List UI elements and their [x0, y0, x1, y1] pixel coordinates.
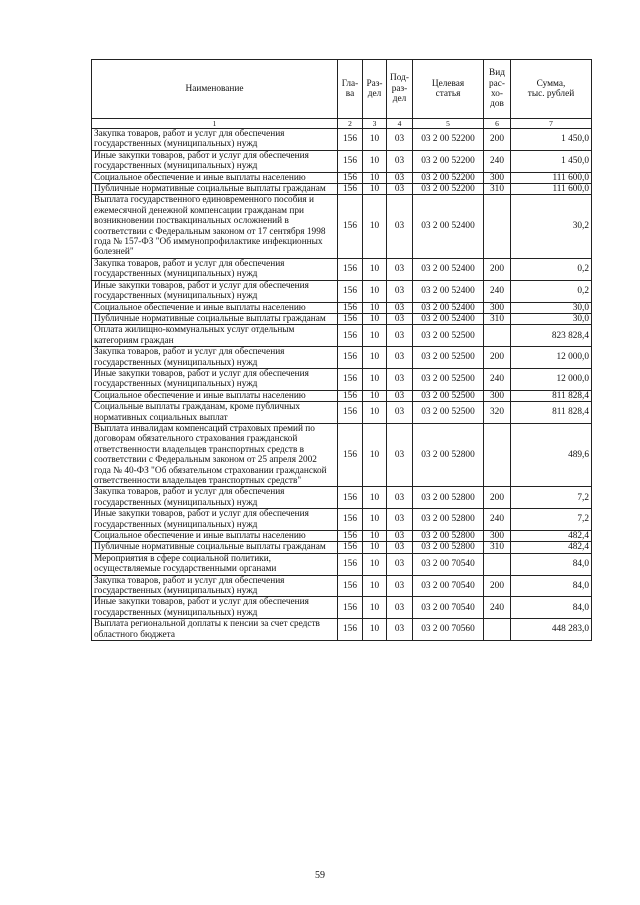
cell-vid: 200: [484, 129, 511, 151]
cell-sum: 30,2: [511, 195, 592, 258]
header-glava: [338, 60, 363, 119]
cell-name: Социальное обеспечение и иные выплаты населению: [92, 390, 338, 401]
cell-glava: 156: [338, 619, 363, 641]
cell-vid: [484, 423, 511, 486]
cell-podrazdel: 03: [387, 347, 413, 369]
cell-target: 03 2 00 70540: [413, 575, 484, 597]
table-body: [92, 129, 592, 641]
cell-name: Иные закупки товаров, работ и услуг для обеспечения государственных (муниципальных) нужд: [92, 597, 338, 619]
table-row: [92, 184, 592, 195]
table-row: [92, 597, 592, 619]
cell-vid: 240: [484, 509, 511, 531]
cell-target: 03 2 00 52400: [413, 195, 484, 258]
cell-target: 03 2 00 52500: [413, 368, 484, 390]
cell-podrazdel: 03: [387, 172, 413, 183]
cell-podrazdel: 03: [387, 531, 413, 542]
table-row: [92, 487, 592, 509]
cell-sum: 1 450,0: [511, 150, 592, 172]
cell-name: Закупка товаров, работ и услуг для обеспечения государственных (муниципальных) нужд: [92, 129, 338, 151]
cell-razdel: 10: [363, 619, 387, 641]
cell-podrazdel: 03: [387, 150, 413, 172]
cell-podrazdel: 03: [387, 368, 413, 390]
header-vid: [484, 60, 511, 119]
cell-podrazdel: 03: [387, 542, 413, 553]
cell-podrazdel: 03: [387, 184, 413, 195]
cell-razdel: 10: [363, 487, 387, 509]
cell-glava: 156: [338, 597, 363, 619]
cell-glava: 156: [338, 313, 363, 324]
cell-razdel: 10: [363, 575, 387, 597]
table-row: [92, 390, 592, 401]
cell-sum: 12 000,0: [511, 347, 592, 369]
header-sum-text: Сумма, тыс. рублей: [527, 78, 575, 99]
cell-name: Выплата региональной доплаты к пенсии за счет средств областного бюджета: [92, 619, 338, 641]
cell-sum: 482,4: [511, 542, 592, 553]
cell-razdel: 10: [363, 509, 387, 531]
cell-target: 03 2 00 70560: [413, 619, 484, 641]
cell-vid: 200: [484, 487, 511, 509]
cell-sum: 811 828,4: [511, 390, 592, 401]
cell-podrazdel: 03: [387, 509, 413, 531]
cell-vid: 310: [484, 542, 511, 553]
cell-glava: 156: [338, 150, 363, 172]
cell-podrazdel: 03: [387, 258, 413, 280]
cell-sum: 111 600,0: [511, 172, 592, 183]
table-row: [92, 575, 592, 597]
header-target-text: Целевая статья: [431, 78, 465, 99]
table-row: [92, 368, 592, 390]
cell-podrazdel: 03: [387, 402, 413, 424]
header-glava-text: Гла- ва: [341, 78, 359, 99]
cell-vid: 200: [484, 575, 511, 597]
cell-razdel: 10: [363, 195, 387, 258]
cell-name: Публичные нормативные социальные выплаты гражданам: [92, 184, 338, 195]
cell-name: Иные закупки товаров, работ и услуг для обеспечения государственных (муниципальных) нужд: [92, 509, 338, 531]
cell-razdel: 10: [363, 531, 387, 542]
cell-razdel: 10: [363, 423, 387, 486]
cell-podrazdel: 03: [387, 619, 413, 641]
cell-vid: 310: [484, 184, 511, 195]
cell-glava: 156: [338, 553, 363, 575]
cell-target: 03 2 00 52200: [413, 172, 484, 183]
cell-podrazdel: 03: [387, 423, 413, 486]
cell-target: 03 2 00 52800: [413, 542, 484, 553]
header-sum: [511, 60, 592, 119]
header-podrazdel: [387, 60, 413, 119]
cell-podrazdel: 03: [387, 487, 413, 509]
cell-sum: 7,2: [511, 487, 592, 509]
cell-sum: 0,2: [511, 280, 592, 302]
cell-name: Выплата государственного единовременного пособия и ежемесячной денежной компенсации гражданам при возникновении поствакцинальных осложнений в соответствии с Федеральным законом от 17 сентября 1998 года № 157-ФЗ "Об иммунопрофилактике инфекционных болезней": [92, 195, 338, 258]
cell-glava: 156: [338, 423, 363, 486]
cell-sum: 30,0: [511, 302, 592, 313]
cell-glava: 156: [338, 402, 363, 424]
cell-vid: 200: [484, 347, 511, 369]
table-row: [92, 150, 592, 172]
cell-name: Выплата инвалидам компенсаций страховых премий по договорам обязательного страхования гражданской ответственности владельцев транспортных средств в соответствии с Федеральным законом от 25 апреля 2002 года № 40-ФЗ "Об обязательном страховании гражданской ответственности владельцев транспортных средств": [92, 423, 338, 486]
cell-glava: 156: [338, 390, 363, 401]
cell-razdel: 10: [363, 313, 387, 324]
cell-glava: 156: [338, 325, 363, 347]
cell-podrazdel: 03: [387, 280, 413, 302]
table-row: [92, 531, 592, 542]
cell-target: 03 2 00 52800: [413, 509, 484, 531]
table-row: [92, 542, 592, 553]
cell-glava: 156: [338, 531, 363, 542]
column-number: 2: [338, 119, 363, 129]
cell-name: Социальное обеспечение и иные выплаты населению: [92, 172, 338, 183]
cell-vid: 310: [484, 313, 511, 324]
cell-vid: 200: [484, 258, 511, 280]
cell-glava: 156: [338, 184, 363, 195]
cell-glava: 156: [338, 280, 363, 302]
header-razdel-text: Раз- дел: [366, 78, 383, 99]
cell-sum: 84,0: [511, 553, 592, 575]
cell-vid: [484, 619, 511, 641]
cell-vid: [484, 195, 511, 258]
cell-sum: 1 450,0: [511, 129, 592, 151]
column-number: 3: [363, 119, 387, 129]
table-row: [92, 258, 592, 280]
cell-sum: 482,4: [511, 531, 592, 542]
cell-razdel: 10: [363, 368, 387, 390]
cell-name: Закупка товаров, работ и услуг для обеспечения государственных (муниципальных) нужд: [92, 487, 338, 509]
cell-target: 03 2 00 52800: [413, 487, 484, 509]
cell-name: Закупка товаров, работ и услуг для обеспечения государственных (муниципальных) нужд: [92, 347, 338, 369]
cell-name: Социальные выплаты гражданам, кроме публичных нормативных социальных выплат: [92, 402, 338, 424]
cell-podrazdel: 03: [387, 313, 413, 324]
header-razdel: [363, 60, 387, 119]
cell-target: 03 2 00 52500: [413, 402, 484, 424]
table-row: [92, 280, 592, 302]
cell-target: 03 2 00 70540: [413, 553, 484, 575]
cell-name: Социальное обеспечение и иные выплаты населению: [92, 302, 338, 313]
cell-target: 03 2 00 52400: [413, 280, 484, 302]
cell-name: Социальное обеспечение и иные выплаты населению: [92, 531, 338, 542]
table-row: [92, 619, 592, 641]
cell-vid: 300: [484, 531, 511, 542]
cell-sum: 7,2: [511, 509, 592, 531]
cell-razdel: 10: [363, 402, 387, 424]
cell-razdel: 10: [363, 129, 387, 151]
cell-name: Публичные нормативные социальные выплаты гражданам: [92, 542, 338, 553]
cell-target: 03 2 00 52800: [413, 423, 484, 486]
cell-glava: 156: [338, 347, 363, 369]
cell-target: 03 2 00 52200: [413, 184, 484, 195]
cell-podrazdel: 03: [387, 195, 413, 258]
cell-podrazdel: 03: [387, 553, 413, 575]
cell-razdel: 10: [363, 280, 387, 302]
cell-name: Закупка товаров, работ и услуг для обеспечения государственных (муниципальных) нужд: [92, 258, 338, 280]
cell-sum: 823 828,4: [511, 325, 592, 347]
cell-razdel: 10: [363, 302, 387, 313]
cell-razdel: 10: [363, 325, 387, 347]
column-numbers-row: [92, 119, 592, 129]
cell-razdel: 10: [363, 150, 387, 172]
cell-podrazdel: 03: [387, 390, 413, 401]
cell-podrazdel: 03: [387, 325, 413, 347]
column-number: 7: [511, 119, 592, 129]
cell-vid: 240: [484, 597, 511, 619]
cell-name: Мероприятия в сфере социальной политики, осуществляемые государственными органами: [92, 553, 338, 575]
header-target: [413, 60, 484, 119]
cell-razdel: 10: [363, 258, 387, 280]
cell-sum: 111 600,0: [511, 184, 592, 195]
cell-target: 03 2 00 52500: [413, 390, 484, 401]
cell-sum: 489,6: [511, 423, 592, 486]
cell-razdel: 10: [363, 347, 387, 369]
cell-glava: 156: [338, 172, 363, 183]
cell-target: 03 2 00 52400: [413, 258, 484, 280]
column-number: 6: [484, 119, 511, 129]
header-name: Наименование: [92, 60, 338, 119]
table-row: [92, 195, 592, 258]
header-vid-text: Вид рас- хо- дов: [489, 68, 505, 110]
cell-sum: 84,0: [511, 575, 592, 597]
cell-razdel: 10: [363, 542, 387, 553]
cell-target: 03 2 00 52200: [413, 129, 484, 151]
cell-glava: 156: [338, 487, 363, 509]
cell-target: 03 2 00 52500: [413, 347, 484, 369]
table-row: [92, 402, 592, 424]
cell-glava: 156: [338, 302, 363, 313]
cell-vid: 240: [484, 150, 511, 172]
cell-name: Иные закупки товаров, работ и услуг для обеспечения государственных (муниципальных) нужд: [92, 280, 338, 302]
cell-glava: 156: [338, 542, 363, 553]
table-row: [92, 313, 592, 324]
cell-razdel: 10: [363, 390, 387, 401]
table-row: [92, 553, 592, 575]
cell-vid: 240: [484, 368, 511, 390]
cell-name: Иные закупки товаров, работ и услуг для обеспечения государственных (муниципальных) нужд: [92, 150, 338, 172]
cell-glava: 156: [338, 368, 363, 390]
budget-table: [91, 59, 592, 641]
cell-target: 03 2 00 52400: [413, 302, 484, 313]
cell-razdel: 10: [363, 553, 387, 575]
cell-target: 03 2 00 52200: [413, 150, 484, 172]
cell-glava: 156: [338, 195, 363, 258]
cell-sum: 811 828,4: [511, 402, 592, 424]
cell-razdel: 10: [363, 597, 387, 619]
table-row: [92, 172, 592, 183]
cell-podrazdel: 03: [387, 129, 413, 151]
cell-sum: 0,2: [511, 258, 592, 280]
cell-razdel: 10: [363, 172, 387, 183]
cell-vid: [484, 553, 511, 575]
column-number: 1: [92, 119, 338, 129]
header-podrazdel-text: Под- раз- дел: [390, 73, 409, 105]
table-row: [92, 509, 592, 531]
cell-vid: 300: [484, 390, 511, 401]
table-row: [92, 347, 592, 369]
cell-target: 03 2 00 70540: [413, 597, 484, 619]
cell-target: 03 2 00 52400: [413, 313, 484, 324]
cell-razdel: 10: [363, 184, 387, 195]
cell-podrazdel: 03: [387, 302, 413, 313]
cell-glava: 156: [338, 129, 363, 151]
cell-sum: 84,0: [511, 597, 592, 619]
cell-target: 03 2 00 52800: [413, 531, 484, 542]
table-row: [92, 325, 592, 347]
table-row: [92, 129, 592, 151]
cell-vid: 300: [484, 172, 511, 183]
cell-sum: 30,0: [511, 313, 592, 324]
page-number: 59: [315, 870, 325, 881]
cell-name: Публичные нормативные социальные выплаты гражданам: [92, 313, 338, 324]
cell-vid: 300: [484, 302, 511, 313]
table-row: [92, 423, 592, 486]
cell-glava: 156: [338, 509, 363, 531]
cell-vid: 320: [484, 402, 511, 424]
cell-podrazdel: 03: [387, 597, 413, 619]
cell-glava: 156: [338, 258, 363, 280]
cell-glava: 156: [338, 575, 363, 597]
cell-vid: [484, 325, 511, 347]
cell-sum: 448 283,0: [511, 619, 592, 641]
cell-target: 03 2 00 52500: [413, 325, 484, 347]
column-number: 4: [387, 119, 413, 129]
table-row: [92, 302, 592, 313]
cell-vid: 240: [484, 280, 511, 302]
column-number: 5: [413, 119, 484, 129]
cell-sum: 12 000,0: [511, 368, 592, 390]
cell-podrazdel: 03: [387, 575, 413, 597]
cell-name: Оплата жилищно-коммунальных услуг отдельным категориям граждан: [92, 325, 338, 347]
cell-name: Иные закупки товаров, работ и услуг для обеспечения государственных (муниципальных) нужд: [92, 368, 338, 390]
cell-name: Закупка товаров, работ и услуг для обеспечения государственных (муниципальных) нужд: [92, 575, 338, 597]
